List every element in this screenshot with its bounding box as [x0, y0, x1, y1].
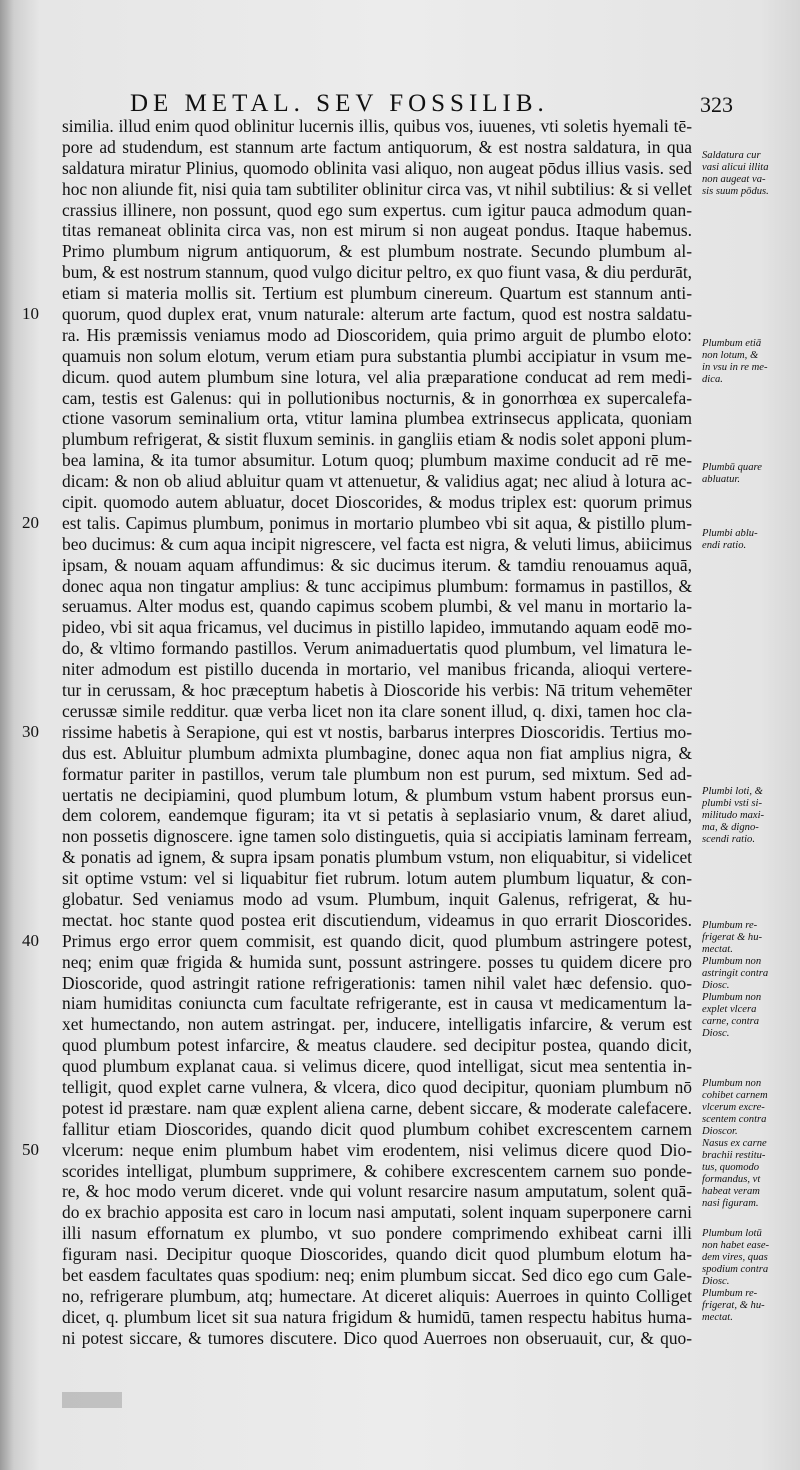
line-text: rissime habetis à Serapione, qui est vt nostis, barbarus interpres Dioscoridis. Tertius mo- — [62, 721, 692, 742]
marginal-note-line: vasi alicui illita — [702, 162, 769, 173]
line-text: dus est. Abluitur plumbum admixta plumbagine, donec aqua non fiat amplius nigra, & — [62, 742, 692, 763]
marginal-note — [702, 150, 798, 198]
marginal-note-line: vlcerum excre- — [702, 1102, 765, 1113]
line-text: bea lamina, & ita tumor absumitur. Lotum quoq; plumbum maxime conducit ad rē me- — [62, 450, 692, 471]
line-text: pideo, vbi sit aqua fricamus, vel ducimus in pistillo lapideo, immutando aquam eodē mo- — [62, 617, 692, 638]
line-text: niam humiditas coniuncta cum facultate refrigerante, est in causa vt medicamentum la- — [62, 993, 692, 1014]
marginal-note-line: Diosc. — [702, 1028, 730, 1039]
line-text: formatur pariter in pastillos, verum tale plumbum non est purum, sed mixtum. Sed ad- — [62, 763, 692, 784]
line-text: globatur. Sed veniamus modo ad vsum. Plumbum, inquit Galenus, refrigerat, & hu- — [62, 888, 692, 909]
text-line — [22, 220, 692, 241]
text-line — [22, 450, 692, 471]
marginal-note-line: Plumbum lotū — [702, 1228, 762, 1239]
line-text: hoc non aliunde fit, nisi quia tam subtiliter oblinitur circa vas, vt nihil subtilius: & si vellet — [62, 178, 692, 199]
line-text: ni potest siccare, & tumores discutere. Dico quod Auerroes non obseruauit, cur, & quo- — [62, 1327, 692, 1348]
marginal-note-line: carne, contra — [702, 1016, 760, 1027]
marginal-note-line: brachii restitu- — [702, 1150, 766, 1161]
marginal-note — [702, 528, 798, 552]
line-text: Dioscoride, quod astringit ratione refrigerationis: tamen nihil valet hæc defensio. quo- — [62, 972, 692, 993]
marginal-note — [702, 786, 798, 846]
line-text: sit optime vstum: vel si liquabitur fiet rubrum. lotum autem plumbum liquatur, & con- — [62, 868, 692, 889]
line-number: 50 — [22, 1139, 39, 1159]
text-line — [22, 596, 692, 617]
marginal-note-line: Plumbum non — [702, 1078, 762, 1089]
line-text: no, refrigerare plumbum, atq; humectare. At diceret aliquis: Auerroes in quinto Colliget — [62, 1285, 692, 1306]
text-line — [22, 346, 692, 367]
text-line — [22, 1098, 692, 1119]
text-line — [22, 1244, 692, 1265]
line-text: quod plumbum explanat caua. si velimus dicere, quod intelligat, sicut mea sententia in- — [62, 1056, 692, 1077]
line-text: do ex brachio apposita est caro in locum nasi amputati, solent inquam superponere carni — [62, 1202, 692, 1223]
text-line — [22, 1014, 692, 1035]
text-line — [22, 1202, 692, 1223]
text-line — [22, 576, 692, 597]
text-line — [22, 283, 692, 304]
text-line — [22, 638, 692, 659]
marginal-note-line: nasi figuram. — [702, 1198, 759, 1209]
line-text: illi nasum effornatum ex plumbo, vt suo pondere comprimendo exhibeat carni illi — [62, 1223, 692, 1244]
text-line — [22, 868, 692, 889]
line-text: Primo plumbum nigrum antiquorum, & est plumbum nostrate. Secundo plumbum al- — [62, 241, 692, 262]
marginal-note-line: mectat. — [702, 944, 733, 955]
marginal-note-line: astringit contra — [702, 968, 769, 979]
text-line — [22, 680, 692, 701]
line-number: 30 — [22, 721, 39, 741]
line-text: fallitur etiam Dioscorides, quando dicit quod plumbum cohibet excrescentem carnem — [62, 1118, 692, 1139]
line-text: bet easdem facultates quas spodium: neq; enim plumbum siccat. Sed dico ego cum Gale- — [62, 1264, 692, 1285]
text-line — [22, 701, 692, 722]
line-text: do, & vltimo formando pastillos. Verum animaduertatis quod plumbum, vel limatura le- — [62, 638, 692, 659]
marginal-note-line: frigerat & hu- — [702, 932, 763, 943]
text-line — [22, 1181, 692, 1202]
text-line — [22, 1161, 692, 1182]
line-number: 20 — [22, 512, 39, 532]
line-text: non possetis dignoscere. igne tamen solo distinguetis, quia si accipiatis laminam ferream, — [62, 826, 692, 847]
line-text: figuram nasi. Decipitur quoque Dioscorides, quando dicit quod plumbum elotum ha- — [62, 1244, 692, 1265]
line-text: neq; enim quæ frigida & humida sunt, possunt astringere. posses tu quidem dicere pro — [62, 951, 692, 972]
marginal-note-line: plumbi vsti si- — [702, 798, 763, 809]
line-text: dem colorem, eandemque figuram; ita vt si petatis à seplasiario vnum, & daret aliud, — [62, 805, 692, 826]
marginal-note-line: scentem contra — [702, 1114, 767, 1125]
marginal-note-line: Dioscor. — [702, 1126, 738, 1137]
text-line — [22, 764, 692, 785]
marginal-note-line: Nasus ex carne — [702, 1138, 767, 1149]
marginal-note-line: habeat veram — [702, 1186, 760, 1197]
line-text: quod plumbum potest infarcire, & meatus claudere. sed decipitur postea, quando dicit, — [62, 1035, 692, 1056]
line-text: vlcerum: neque enim plumbum habet vim erodentem, nisi velimus dicere quod Dio- — [62, 1139, 692, 1160]
text-line — [22, 367, 692, 388]
line-text: cam, testis est Galenus: qui in pollutionibus nocturnis, & in gonorrhœa ex supercalefa- — [62, 387, 692, 408]
marginal-note-line: Diosc. — [702, 1276, 730, 1287]
text-line — [22, 1140, 692, 1161]
marginal-note — [702, 338, 798, 386]
line-number: 40 — [22, 930, 39, 950]
marginal-note-line: Diosc. — [702, 980, 730, 991]
marginal-note-line: scendi ratio. — [702, 834, 755, 845]
text-line — [22, 555, 692, 576]
line-text: ra. His præmissis veniamus modo ad Dioscoridem, quia primo arguit de plumbo eloto: — [62, 324, 692, 345]
text-line — [22, 137, 692, 158]
text-line — [22, 722, 692, 743]
line-text: quamuis non solum elotum, verum etiam pura substantia plumbi accipiatur in vsum me- — [62, 345, 692, 366]
text-line — [22, 492, 692, 513]
text-line — [22, 1307, 692, 1328]
line-text: Primus ergo error quem commisit, est quando dicit, quod plumbum astringere potest, — [62, 930, 692, 951]
line-text: pore ad studendum, est stannum arte factum antiquorum, & est nostra saldatura, in qua — [62, 136, 692, 157]
marginal-note-line: explet vlcera — [702, 1004, 757, 1015]
line-text: etiam si materia mollis sit. Tertium est plumbum cinereum. Quartum est stannum anti- — [62, 283, 692, 304]
marginal-note-line: Plumbum non — [702, 956, 762, 967]
marginal-note-line: spodium contra — [702, 1264, 769, 1275]
line-text: saldatura miratur Plinius, quomodo oblinita vasi aliquo, non augeat pōdus illius vasis. sed — [62, 157, 692, 178]
marginal-note-line: sis suum pōdus. — [702, 186, 769, 197]
marginal-note-line: endi ratio. — [702, 540, 747, 551]
marginal-note-line: tus, quomodo — [702, 1162, 760, 1173]
text-line — [22, 1286, 692, 1307]
text-line — [22, 1265, 692, 1286]
marginal-note-line: Plumbi loti, & — [702, 786, 763, 797]
text-line — [22, 388, 692, 409]
line-text: crassius illinere, non possunt, quod ego sum expertus. cum igitur pauca admodum quan- — [62, 199, 692, 220]
marginal-note-line: Plumbū quare — [702, 462, 762, 473]
line-text: ctione vasorum seminalium orta, vtitur lamina plumbea extrinsecus applicata, quoniam — [62, 408, 692, 429]
text-line — [22, 889, 692, 910]
text-line — [22, 534, 692, 555]
marginal-note-line: Saldatura cur — [702, 150, 761, 161]
line-text: xet humectando, non autem astringat. per, inducere, intelligatis infarcire, & verum est — [62, 1014, 692, 1035]
text-line — [22, 826, 692, 847]
line-text: potest id præstare. nam quæ explent aliena carne, debent siccare, & moderate calefacere. — [62, 1097, 692, 1118]
marginal-note-line: non lotum, & — [702, 350, 759, 361]
marginal-note-line: Plumbum non — [702, 992, 762, 1003]
marginal-note-line: dica. — [702, 374, 723, 385]
line-text: est talis. Capimus plumbum, ponimus in mortario plumbeo vbi sit aqua, & pistillo plum- — [62, 512, 692, 533]
marginal-note-line: frigerat, & hu- — [702, 1300, 765, 1311]
line-text: seruamus. Alter modus est, quando capimus scobem plumbi, & vel manu in mortario la- — [62, 596, 692, 617]
text-line — [22, 304, 692, 325]
text-line — [22, 1119, 692, 1140]
text-line — [22, 785, 692, 806]
text-line — [22, 179, 692, 200]
line-text: & ponatis ad ignem, & supra ipsam ponatis plumbum vstum, non eliquabitur, si videlicet — [62, 847, 692, 868]
marginal-note-line: Plumbum re- — [702, 920, 758, 931]
line-text: dicam: & non ob aliud abluitur quam vt attenuetur, & validius agat; nec aliud à lotura ac- — [62, 471, 692, 492]
marginal-note-line: abluatur. — [702, 474, 740, 485]
line-text: ipsam, & nouam aquam affundimus: & sic ducimus iterum. & tamdiu renouamus aquā, — [62, 554, 692, 575]
line-text: scorides intelligat, plumbum supprimere, & cohibere excrescentem carnem suo ponde- — [62, 1160, 692, 1181]
line-text: dicum. quod autem plumbum sine lotura, vel alia præparatione conducat ad rem medi- — [62, 366, 692, 387]
marginal-note — [702, 920, 798, 1040]
text-line — [22, 743, 692, 764]
marginal-note-line: militudo maxi- — [702, 810, 765, 821]
marginal-note-line: dem vires, quas — [702, 1252, 768, 1263]
marginal-note-line: ma, & digno- — [702, 822, 759, 833]
marginal-note-line: Plumbi ablu- — [702, 528, 758, 539]
page-number: 323 — [700, 92, 733, 117]
line-text: cipit. quomodo autem abluatur, docet Dioscorides, & modus triplex est: quorum primus — [62, 492, 692, 513]
marginal-note-line: in vsu in re me- — [702, 362, 768, 373]
text-line — [22, 429, 692, 450]
line-number: 10 — [22, 304, 39, 324]
text-line — [22, 952, 692, 973]
text-line — [22, 471, 692, 492]
running-title: DE METAL. SEV FOSSILIB. — [130, 90, 549, 117]
marginal-note-line: Plumbum re- — [702, 1288, 758, 1299]
text-line — [22, 241, 692, 262]
text-line — [22, 973, 692, 994]
text-line — [22, 847, 692, 868]
line-text: cerussæ simile redditur. quæ verba licet non ita clare sonent illud, q. dixi, tamen hoc cla- — [62, 700, 692, 721]
line-text: titas remaneat oblinita circa vas, non est mirum si non augeat pondus. Itaque habemus. — [62, 220, 692, 241]
text-line — [22, 1328, 692, 1349]
text-body — [22, 116, 692, 1349]
line-text: mectat. hoc stante quod postea erit discutiendum, videamus in quo errarit Dioscorides. — [62, 909, 692, 930]
marginal-note-line: mectat. — [702, 1312, 733, 1323]
text-line — [22, 1077, 692, 1098]
text-line — [22, 1223, 692, 1244]
marginal-note-line: non augeat va- — [702, 174, 766, 185]
line-text: bum, & est nostrum stannum, quod vulgo dicitur peltro, ex quo fiunt vasa, & diu perdurāt, — [62, 262, 692, 283]
line-text: telligit, quod explet carne vulnera, & vlcera, dico quod decipitur, quoniam plumbum nō — [62, 1076, 692, 1097]
marginal-note-line: formandus, vt — [702, 1174, 761, 1185]
text-line — [22, 1056, 692, 1077]
text-line — [22, 931, 692, 952]
marginal-note — [702, 1078, 798, 1210]
text-line — [22, 325, 692, 346]
line-text: uertatis ne decipiamini, quod plumbum lotum, & plumbum vstum habent prorsus eun- — [62, 784, 692, 805]
line-text: niter admodum est pistillo ducenda in mortario, vel manibus fricanda, alioqui vertere- — [62, 659, 692, 680]
line-text: re, & hoc modo verum diceret. vnde qui volunt resarcire nasum amputatum, solent quā- — [62, 1181, 692, 1202]
text-line — [22, 617, 692, 638]
text-line — [22, 513, 692, 534]
line-text: similia. illud enim quod oblinitur lucernis illis, quibus vos, iuuenes, vti soletis hyemali tē- — [62, 116, 692, 136]
text-line — [22, 659, 692, 680]
line-text: dicet, q. plumbum licet sit sua natura frigidum & humidū, tamen respectu habitus huma- — [62, 1306, 692, 1327]
text-line — [22, 116, 692, 137]
text-line — [22, 262, 692, 283]
marginal-note — [702, 1228, 798, 1324]
text-line — [22, 993, 692, 1014]
marginal-note-line: cohibet carnem — [702, 1090, 768, 1101]
text-line — [22, 910, 692, 931]
line-text: tur in cerussam, & hoc præceptum habetis à Dioscoride his verbis: Nā tritum vehemēter — [62, 680, 692, 701]
text-line — [22, 805, 692, 826]
line-text: quorum, quod duplex erat, vnum naturale: alterum arte factum, quod est nostra saldatu- — [62, 304, 692, 325]
text-line — [22, 158, 692, 179]
line-text: beo ducimus: & cum aqua incipit nigrescere, vel facta est nigra, & veluti limus, abiicimus — [62, 533, 692, 554]
line-text: plumbum refrigerat, & sistit fluxum seminis. in gangliis etiam & nodis solet apponi plum- — [62, 429, 692, 450]
text-line — [22, 200, 692, 221]
text-line — [22, 408, 692, 429]
marginal-note — [702, 462, 798, 486]
line-text: donec aqua non tingatur amplius: & tunc accipimus plumbum: formamus in pastillos, & — [62, 575, 692, 596]
marginal-note-line: Plumbum etiā — [702, 338, 762, 349]
marginal-note-line: non habet ease- — [702, 1240, 770, 1251]
text-line — [22, 1035, 692, 1056]
ink-bleed — [62, 1392, 122, 1408]
